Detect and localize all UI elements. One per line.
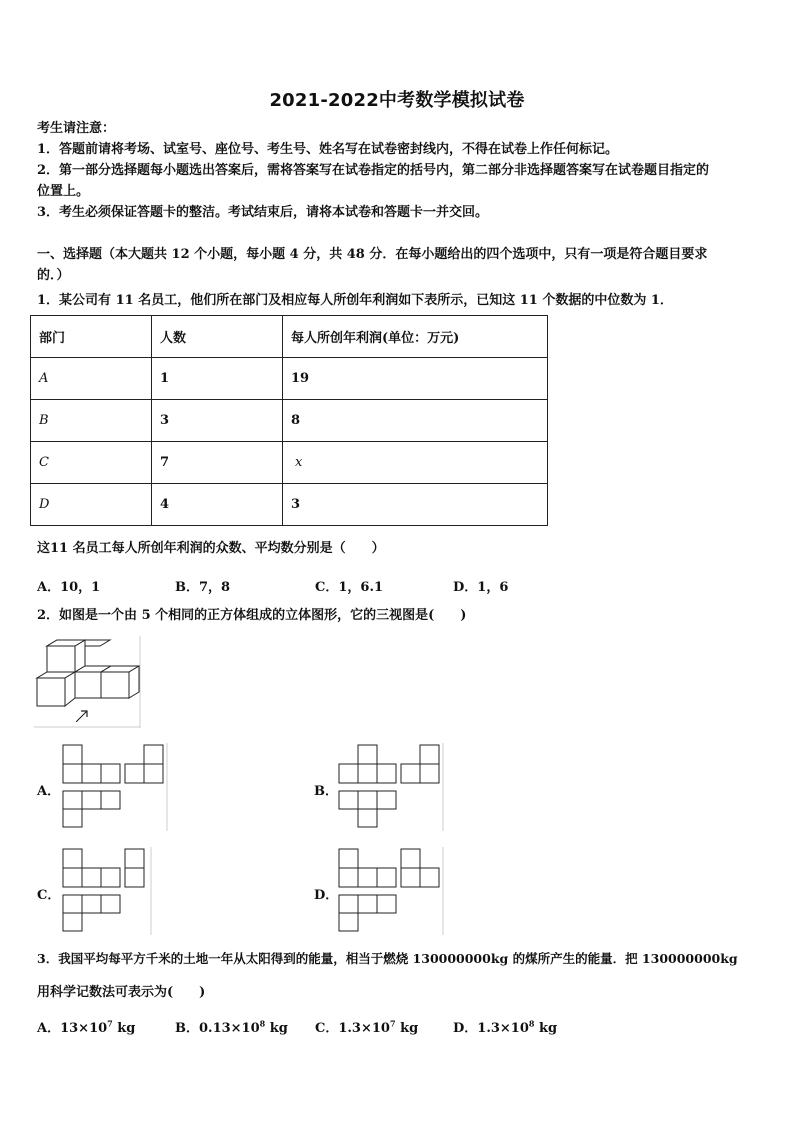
q3-option-b[interactable] xyxy=(175,1017,288,1036)
table-row xyxy=(31,442,548,484)
table-header-row xyxy=(31,316,548,358)
table-cell: D xyxy=(31,484,152,526)
notice-heading: 考生请注意： xyxy=(37,121,116,136)
q2-option-a-views[interactable] xyxy=(60,743,168,831)
option-exponent: 8 xyxy=(528,1018,535,1029)
q1-option-c[interactable]: C．1，6.1 xyxy=(315,580,384,595)
option-unit: kg xyxy=(112,1021,136,1036)
q2-option-d-label[interactable]: D． xyxy=(314,888,339,903)
option-label: A． xyxy=(37,1021,61,1036)
cube-solid-figure xyxy=(34,636,142,728)
profit-table xyxy=(30,315,548,526)
table-header-cell: 人数 xyxy=(152,316,283,358)
q1-option-a[interactable]: A．10，1 xyxy=(37,580,101,595)
table-row xyxy=(31,484,548,526)
q1-stem: 1．某公司有 11 名员工，他们所在部门及相应每人所创年利润如下表所示，已知这 11 个数据的中位数为 1． xyxy=(37,293,673,308)
notice-item-1: 1．答题前请将考场、试室号、座位号、考生号、姓名写在试卷密封线内，不得在试卷上作任何标记。 xyxy=(37,142,619,157)
q2-option-b-label[interactable]: B． xyxy=(314,784,338,799)
option-mantissa: 1.3×10 xyxy=(477,1021,529,1036)
option-exponent: 7 xyxy=(389,1018,396,1029)
table-cell: 1 xyxy=(152,358,283,400)
option-label: B． xyxy=(175,1021,199,1036)
q3-option-a[interactable] xyxy=(37,1017,135,1036)
option-exponent: 8 xyxy=(259,1018,266,1029)
q1-option-d[interactable]: D．1，6 xyxy=(453,580,509,595)
section-heading-cont: 的．） xyxy=(37,268,70,283)
q2-option-d-views[interactable] xyxy=(336,847,444,935)
table-cell: 3 xyxy=(152,400,283,442)
q1-option-b[interactable]: B．7，8 xyxy=(175,580,231,595)
option-label: C． xyxy=(315,1021,339,1036)
table-cell: 8 xyxy=(283,400,548,442)
table-cell: B xyxy=(31,400,152,442)
table-cell: A xyxy=(31,358,152,400)
option-mantissa: 1.3×10 xyxy=(338,1021,390,1036)
option-unit: kg xyxy=(395,1021,419,1036)
table-row xyxy=(31,358,548,400)
table-cell: 3 xyxy=(283,484,548,526)
q3-option-d[interactable] xyxy=(453,1017,557,1036)
page-title: 2021-2022中考数学模拟试卷 xyxy=(269,90,525,111)
q2-option-c-views[interactable] xyxy=(60,847,152,935)
option-unit: kg xyxy=(265,1021,288,1036)
table-row xyxy=(31,400,548,442)
table-cell: 19 xyxy=(283,358,548,400)
table-cell: 4 xyxy=(152,484,283,526)
table-header-cell: 部门 xyxy=(31,316,152,358)
q2-option-b-views[interactable] xyxy=(336,743,444,831)
q1-question: 这11 名员工每人所创年利润的众数、平均数分别是（ ） xyxy=(37,541,385,556)
q2-option-a-label[interactable]: A． xyxy=(37,784,61,799)
q3-option-c[interactable] xyxy=(315,1017,418,1036)
table-cell: C xyxy=(31,442,152,484)
option-label: D． xyxy=(453,1021,478,1036)
option-mantissa: 0.13×10 xyxy=(199,1021,260,1036)
q2-option-c-label[interactable]: C． xyxy=(37,888,61,903)
notice-item-3: 3．考生必须保证答题卡的整洁。考试结束后，请将本试卷和答题卡一并交回。 xyxy=(37,205,489,220)
option-exponent: 7 xyxy=(107,1018,113,1029)
section-heading: 一、选择题（本大题共 12 个小题，每小题 4 分，共 48 分．在每小题给出的四个选项中，只有一项是符合题目要求 xyxy=(37,247,708,262)
notice-item-2-cont: 位置上。 xyxy=(37,184,90,199)
q2-stem: 2．如图是一个由 5 个相同的正方体组成的立体图形，它的三视图是( ) xyxy=(37,608,467,623)
q3-stem-cont: 用科学记数法可表示为( ) xyxy=(37,985,206,1000)
table-cell: 7 xyxy=(152,442,283,484)
table-cell: x xyxy=(283,442,548,484)
option-unit: kg xyxy=(534,1021,558,1036)
notice-item-2: 2．第一部分选择题每小题选出答案后，需将答案写在试卷指定的括号内，第二部分非选择题答案写在试卷题目指定的 xyxy=(37,163,710,178)
table-header-cell: 每人所创年利润(单位：万元) xyxy=(283,316,548,358)
option-mantissa: 13×10 xyxy=(60,1021,108,1036)
q3-stem: 3．我国平均每平方千米的土地一年从太阳得到的能量，相当于燃烧 130000000kg 的煤所产生的能量．把 130000000kg xyxy=(37,951,738,966)
